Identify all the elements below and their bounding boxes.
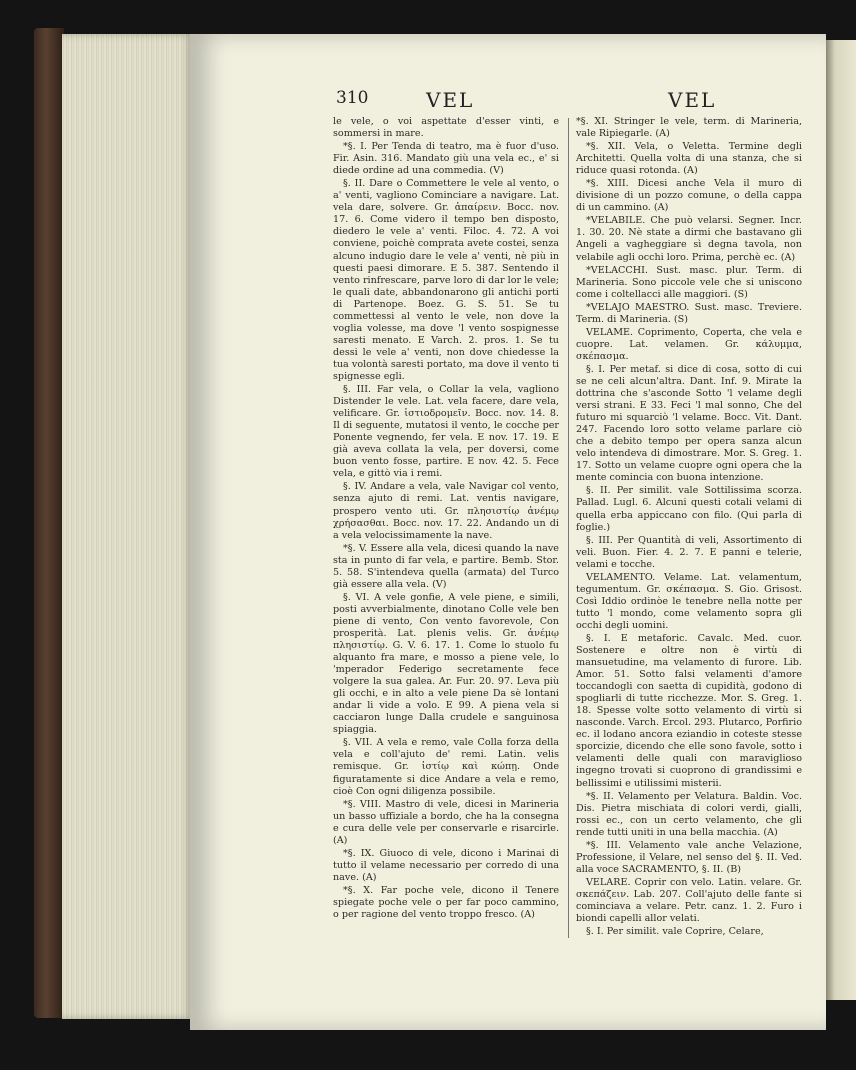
entry-paragraph: §. I. Per similit. vale Coprire, Celare,	[586, 926, 764, 938]
entry-paragraph: *§. V. Essere alla vela, dicesi quando la nave sta in punto di far vela, e partire. Bemb. Stor. 5. 58. S'intendeva quella (armata) del Turco già essere alla vela. (V)	[333, 542, 559, 590]
entry-paragraph: *§. VIII. Mastro di vele, dicesi in Marineria un basso uffiziale a bordo, che ha la consegna e cura delle vele per conservarle e risarcirle. (A)	[333, 798, 559, 846]
entry-paragraph: *§. X. Far poche vele, dicono il Tenere spiegate poche vele o per far poco cammino, o per ragione del vento troppo fresco. (A)	[333, 884, 559, 921]
entry-paragraph: §. III. Far vela, o Collar la vela, vagliono Distender le vele. Lat. vela facere, dare vela, velificare. Gr. ἱστιοδρομεῖν. Bocc. nov. 14. 8. Il di seguente, mutatosi il vento, le cocche per Ponente vegnendo, fer vela. E nov. 17. 19. E già aveva collata la vela, per doversi, come buon vento fosse, partire. E nov. 42. 5. Fece vela, e gittò via i remi.	[333, 384, 559, 480]
facing-page-edge	[826, 40, 856, 1000]
entry-paragraph: §. I. Per metaf. si dice di cosa, sotto di cui se ne celi alcun'altra. Dant. Inf. 9. Mirate la dottrina che s'asconde Sotto 'l velame degli versi strani. E 33. Feci 'l mal sonno, Che del futuro mi squarciò 'l velame. Bocc. Vit. Dant. 247. Facendo loro sotto velame parlare ciò che a debito tempo per opera sanza alcun velo intendeva di dimostrare. Mor. S. Greg. 1. 17. Sotto un velame cuopre ogni opera che la mente comincia con buona intenzione.	[576, 363, 802, 484]
entry-paragraph: *VELACCHI. Sust. masc. plur. Term. di Marineria. Sono piccole vele che si uniscono come i coltellacci alle maggiori. (S)	[576, 264, 802, 300]
entry-paragraph: *§. IX. Giuoco di vele, dicono i Marinai di tutto il velame necessario per corredo di una nave. (A)	[333, 847, 559, 883]
entry-paragraph: le vele, o voi aspettate d'esser vinti, e sommersi in mare.	[333, 116, 559, 140]
entry-paragraph: §. VI. A vele gonfie, A vele piene, e simili, posti avverbialmente, dinotano Colle vele ben piene di vento, Con vento favorevole, Con prosperità. Lat. plenis velis. Gr. ἀνέμῳ πλησιστίῳ. G. V. 6. 17. 1. Come lo stuolo fu alquanto fra mare, e mosso a piene vele, lo 'mperador Federigo secretamente fece volgere la sua galea. Ar. Fur. 20. 97. Leva più gli occhi, e in alto a vele piene Da sè lontani andar li vide a volo. E 99. A piena vela si cacciaron lunge Dalla crudele e sanguinosa spiaggia.	[333, 591, 559, 736]
running-head-right: VEL	[668, 88, 717, 112]
entry-paragraph: VELARE. Coprir con velo. Latin. velare. Gr. σκεπάζειν. Lab. 207. Coll'ajuto delle fante si cominciava a velare. Petr. canz. 1. 2. Furo i biondi capelli allor velati.	[576, 876, 802, 925]
book-spine	[34, 28, 64, 1018]
entry-paragraph: *§. II. Velamento per Velatura. Baldin. Voc. Dis. Pietra mischiata di colori verdi, gialli, rossi ec., con un certo velamento, che gli rende tutti uniti in una bella macchia. (A)	[576, 790, 802, 838]
entry-paragraph: *§. III. Velamento vale anche Velazione, Professione, il Velare, nel senso del §. II. Ved. alla voce SACRAMENTO, §. II. (B)	[576, 839, 802, 875]
entry-paragraph: VELAME. Coprimento, Coperta, che vela e cuopre. Lat. velamen. Gr. κάλυμμα, σκέπασμα.	[576, 326, 802, 362]
entry-paragraph: *§. I. Per Tenda di teatro, ma è fuor d'uso. Fir. Asin. 316. Mandato giù una vela ec., e' si diede ordine ad una commedia. (V)	[333, 141, 559, 177]
page-number: 310	[336, 88, 369, 108]
entry-paragraph: *§. XI. Stringer le vele, term. di Marineria, vale Ripiegarle. (A)	[576, 116, 802, 140]
entry-paragraph: §. I. E metaforic. Cavalc. Med. cuor. Sostenere e oltre non è virtù di mansuetudine, ma velamento di furore. Lib. Amor. 51. Sotto falsi velamenti d'amore toccandogli con saetta di cupidità, godono di spogliarli di tutte ricchezze. Mor. S. Greg. 1. 18. Spesse volte sotto velamento di virtù si nasconde. Varch. Ercol. 293. Plutarco, Porfirio ec. il lodano ancora eziandio in coteste stesse sporcizie, dicendo che elle sono favole, sotto i velamenti delle quali con maraviglioso ingegno trovati si cuoprono di grandissimi e bellissimi e utilissimi misterii.	[576, 632, 802, 789]
right-text-column	[576, 116, 802, 939]
entry-paragraph: *§. XIII. Dicesi anche Vela il muro di divisione di un pozzo comune, o della cappa di un cammino. (A)	[576, 178, 802, 214]
entry-paragraph: *§. XII. Vela, o Veletta. Termine degli Architetti. Quella volta di una stanza, che si riduce quasi rotonda. (A)	[576, 141, 802, 177]
entry-paragraph: §. IV. Andare a vela, vale Navigar col vento, senza ajuto di remi. Lat. ventis navigare, prospero vento uti. Gr. πλησιστίῳ ἀνέμῳ χρήσασθαι. Bocc. nov. 17. 22. Andando un di a vela velocissimamente la nave.	[333, 481, 559, 541]
running-head-left: VEL	[426, 88, 475, 112]
page-stack-edge	[62, 34, 194, 1019]
entry-paragraph: §. VII. A vela e remo, vale Colla forza della vela e coll'ajuto de' remi. Latin. velis remisque. Gr. ἱστίῳ καὶ κώπῃ. Onde figuratamente si dice Andare a vela e remo, cioè Con ogni diligenza possibile.	[333, 737, 559, 797]
entry-paragraph: §. II. Dare o Commettere le vele al vento, o a' venti, vagliono Cominciare a navigare. Lat. vela dare, solvere. Gr. ἀπαίρειν. Bocc. nov. 17. 6. Come videro il tempo ben disposto, diedero le vele a' venti. Filoc. 4. 72. A voi conviene, poichè comprata avete costei, senza alcuno indugio dare le vele a' venti, nè più in questi paesi dimorare. E 5. 387. Sentendo il vento rinfrescare, parve loro di dar lor le vele; le quali date, abbandonarono gli antichi porti di Partenope. Boez. G. S. 51. Se tu commettessi al vento le vele, non dove la voglia volesse, ma dove 'l vento sospignesse saresti menato. E Varch. 2. pros. 1. Se tu dessi le vele a' venti, non dove chiedesse la tua volontà saresti portato, ma dove il vento ti spignesse egli.	[333, 178, 559, 382]
entry-paragraph: *VELAJO MAESTRO. Sust. masc. Treviere. Term. di Marineria. (S)	[576, 301, 802, 325]
entry-paragraph: §. II. Per similit. vale Sottilissima scorza. Pallad. Lugl. 6. Alcuni questi cotali velami di quella erba appiccano con filo. (Qui parla di foglie.)	[576, 485, 802, 533]
entry-paragraph: §. III. Per Quantità di veli, Assortimento di veli. Buon. Fier. 4. 2. 7. E panni e telerie, velami e tocche.	[576, 534, 802, 570]
entry-paragraph: VELAMENTO. Velame. Lat. velamentum, tegumentum. Gr. σκέπασμα. S. Gio. Grisost. Così Iddio ordinòe le tenebre nella notte per tutto 'l mondo, come velamento sopra gli occhi degli uomini.	[576, 571, 802, 631]
column-divider	[568, 118, 569, 938]
entry-paragraph: *VELABILE. Che può velarsi. Segner. Incr. 1. 30. 20. Nè state a dirmi che bastavano gli Angeli a vagheggiare sì degna tavola, non velabile agli occhi loro. Prima, perchè ec. (A)	[576, 215, 802, 263]
left-text-column	[333, 116, 559, 922]
